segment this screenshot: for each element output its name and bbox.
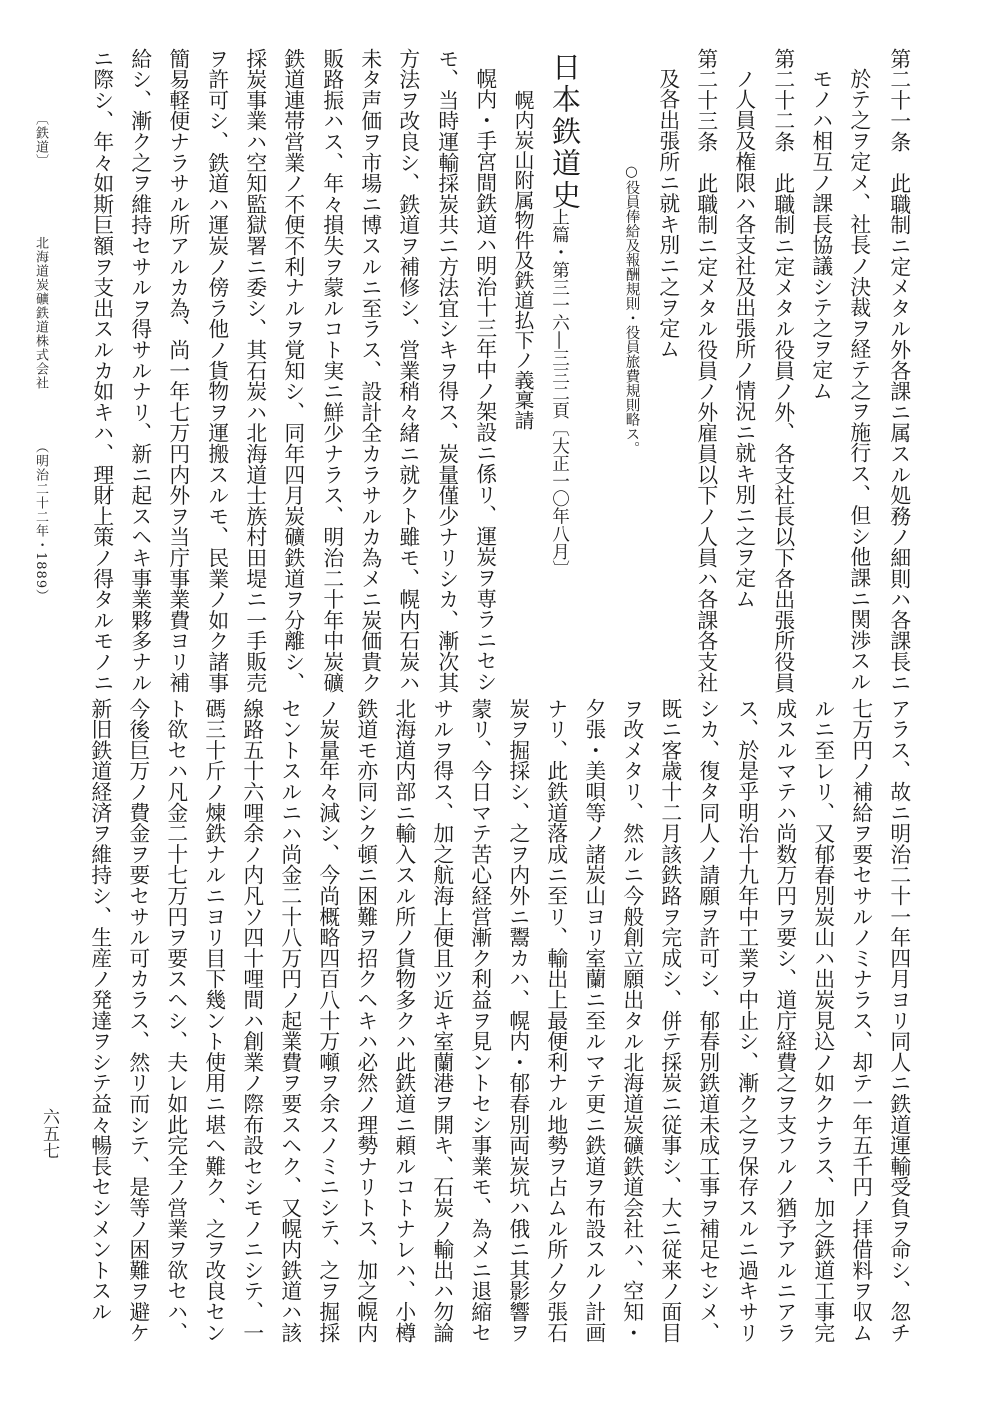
text-column: 七万円ノ補給ヲ要セサルノミナラス、却テ一年五千円ノ拝借料ヲ収ム: [848, 698, 873, 1343]
text-column: 未タ声価ヲ市場ニ博スルニ至ラス、設計全カラサルカ為メニ炭価貴ク: [357, 48, 382, 693]
text-column: 及各出張所ニ就キ別ニ之ヲ定ム: [655, 68, 680, 360]
text-column: サルヲ得ス、加之航海上便且ツ近キ室蘭港ヲ開キ、石炭ノ輸出ハ勿論: [429, 698, 454, 1343]
note-column: ○役員俸給及報酬規則・役員旅費規則略ス。: [623, 164, 640, 456]
text-column: ト欲セハ凡金二十七万円ヲ要スヘシ、夫レ如此完全ノ営業ヲ欲セハ、: [163, 698, 188, 1343]
text-column: ヲ改メタリ、然ルニ今般創立願出タル北海道炭礦鉄道会社ハ、空知・: [619, 698, 644, 1343]
text-column: ニ際シ、年々如斯巨額ヲ支出スルカ如キハ、理財上策ノ得タルモノニ: [89, 48, 114, 693]
text-column: シカ、復タ同人ノ請願ヲ許可シ、郁春別鉄道未成工事ヲ補足セシメ、: [695, 698, 720, 1343]
text-column: 鉄道モ亦同シク頓ニ困難ヲ招クヘキハ必然ノ理勢ナリトス、加之幌内: [353, 698, 378, 1343]
text-column: セントスルニハ尚金二十八万円ノ起業費ヲ要スヘク、又幌内鉄道ハ該: [277, 698, 302, 1343]
document-title: 幌内炭山附属物件及鉄道払下ノ義稟請: [511, 90, 535, 430]
text-column: 今後巨万ノ費金ヲ要セサル可カラス、然リ而シテ、是等ノ困難ヲ避ケ: [125, 698, 150, 1343]
source-citation: 上篇・第三一六―三三二頁〔大正一〇年八月〕: [549, 208, 570, 578]
text-column: ヲ許可シ、鉄道ハ運炭ノ傍ラ他ノ貨物ヲ運搬スルモ、民業ノ如ク諸事: [204, 48, 229, 693]
text-column: 給シ、漸ク之ヲ維持セサルヲ得サルナリ、新ニ起スヘキ事業夥多ナル: [127, 48, 152, 693]
running-footer-company: 北海道炭礦鉄道株式会社: [33, 236, 48, 390]
section-heading: 日本鉄道史: [548, 52, 582, 212]
text-column: 線路五十六哩余ノ内凡ソ四十哩間ハ創業ノ際布設セシモノニシテ、一: [239, 698, 264, 1343]
text-column: 鉄道連帯営業ノ不便不利ナルヲ覚知シ、同年四月炭礦鉄道ヲ分離シ、: [280, 48, 305, 693]
text-column: モ、当時運輸採炭共ニ方法宜シキヲ得ス、炭量僅少ナリシカ、漸次其: [434, 48, 459, 693]
text-column: 第二十三条 此職制ニ定メタル役員ノ外雇員以下ノ人員ハ各課各支社: [693, 48, 718, 693]
text-column: 炭ヲ掘採シ、之ヲ内外ニ鬻カハ、幌内・郁春別両炭坑ハ俄ニ其影響ヲ: [505, 698, 530, 1343]
text-column: 既ニ客歳十二月該鉄路ヲ完成シ、併テ採炭ニ従事シ、大ニ従来ノ面目: [657, 698, 682, 1343]
text-column: 採炭事業ハ空知監獄署ニ委シ、其石炭ハ北海道士族村田堤ニ一手販売: [242, 48, 267, 693]
text-column: 方法ヲ改良シ、鉄道ヲ補修シ、営業稍々緒ニ就クト雖モ、幌内石炭ハ: [395, 48, 420, 693]
page-number: 六五七: [39, 1108, 59, 1159]
text-column: 販路振ハス、年々損失ヲ蒙ルコト実ニ鮮少ナラス、明治二十年中炭礦: [319, 48, 344, 693]
running-footer-era: （明治二十二年・1889）: [33, 440, 48, 604]
text-column: 蒙リ、今日マテ苦心経営漸ク利益ヲ見ントセシ事業モ、為メニ退縮セ: [467, 698, 492, 1343]
text-column: 簡易軽便ナラサル所アルカ為、尚一年七万円内外ヲ当庁事業費ヨリ補: [165, 48, 190, 693]
text-column: 於テ之ヲ定メ、社長ノ決裁ヲ経テ之ヲ施行ス、但シ他課ニ関渉スル: [846, 68, 871, 692]
text-column: ノ炭量年々減シ、今尚概略四百八十万噸ヲ余スノミニシテ、之ヲ掘採: [315, 698, 340, 1343]
text-column: 碼三十斤ノ煉鉄ナルニヨリ目下幾ント使用ニ堪ヘ難ク、之ヲ改良セン: [201, 698, 226, 1343]
text-column: ス、於是乎明治十九年中工業ヲ中止シ、漸ク之ヲ保存スルニ過キサリ: [734, 698, 759, 1343]
text-column: 夕張・美唄等ノ諸炭山ヨリ室蘭ニ至ルマテ更ニ鉄道ヲ布設スルノ計画: [581, 698, 606, 1343]
text-column: 第二十二条 此職制ニ定メタル役員ノ外、各支社長以下各出張所役員: [770, 48, 795, 693]
text-column: モノハ相互ノ課長協議シテ之ヲ定ム: [808, 68, 833, 401]
text-column: 成スルマテハ尚数万円ヲ要シ、道庁経費之ヲ支フルノ猶予アルニアラ: [772, 698, 797, 1343]
text-column: 幌内・手宮間鉄道ハ明治十三年中ノ架設ニ係リ、運炭ヲ専ラニセシ: [472, 68, 497, 692]
text-column: ノ人員及権限ハ各支社及出張所ノ情況ニ就キ別ニ之ヲ定ム: [731, 68, 756, 609]
text-column: ルニ至レリ、又郁春別炭山ハ出炭見込ノ如クナラス、加之鉄道工事完: [810, 698, 835, 1343]
text-column: 北海道内部ニ輸入スル所ノ貨物多クハ此鉄道ニ頼ルコトナレハ、小樽: [391, 698, 416, 1343]
text-column: 新旧鉄道経済ヲ維持シ、生産ノ発達ヲシテ益々暢長セシメントスル: [87, 698, 112, 1322]
text-column: 第二十一条 此職制ニ定メタル外各課ニ属スル処務ノ細則ハ各課長ニ: [886, 48, 911, 693]
text-column: ナリ、此鉄道落成ニ至リ、輸出上最便利ナル地勢ヲ占ムル所ノ夕張石: [543, 698, 568, 1343]
text-column: アラス、故ニ明治二十一年四月ヨリ同人ニ鉄道運輸受負ヲ命シ、忽チ: [886, 698, 911, 1343]
running-footer-category: 〔鉄道〕: [33, 112, 48, 168]
